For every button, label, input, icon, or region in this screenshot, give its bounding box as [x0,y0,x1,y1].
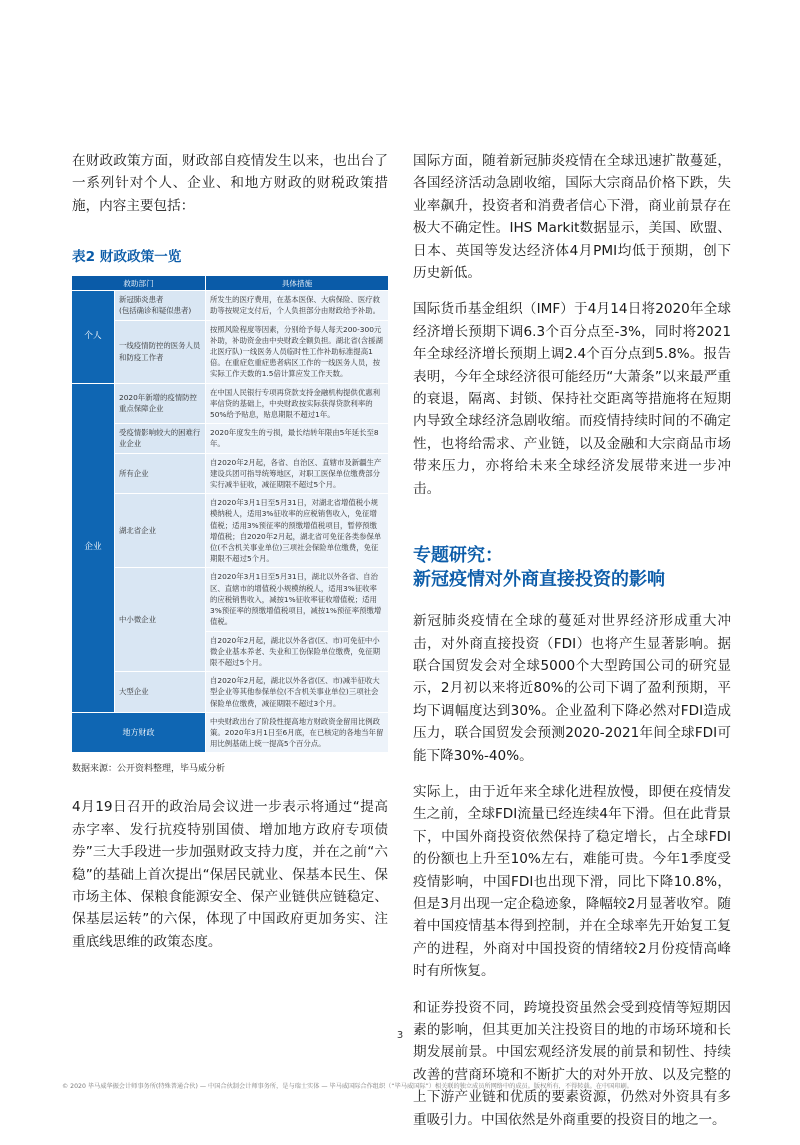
imf-paragraph: 国际货币基金组织（IMF）于4月14日将2020年全球经济增长预期下调6.3个百分点至-3%，同时将2021年全球经济增长预期上调2.4个百分点到5.8%。报告表明，今年全球经济很可能经历“大萧条”以来最严重的衰退，隔离、封锁、保持社交距离等措施将在短期内导致全球经济急剧收缩。而疫情持续时间的不确定性，也将给需求、产业链，以及金融和大宗商品市场带来压力，亦将给未来全球经济发展带来进一步冲击。 [413,301,731,497]
cross-border-paragraph: 和证券投资不同，跨境投资虽然会受到疫情等短期因素的影响，但其更加关注投资目的地的市场环境和长期发展前景。中国宏观经济发展的前景和韧性、持续改善的营商环境和不断扩大的对外开放、以及完整的上下游产业链和优质的要素资源，仍然对外资具有多重吸引力。中国依然是外商重要的投资目的地之一。 [413,999,731,1128]
row-subject: 湖北省企业 [115,494,205,567]
row-subject: 所有企业 [115,454,205,494]
table-row [72,713,388,753]
politburo-paragraph: 4月19日召开的政治局会议进一步表示将通过“提高赤字率、发行抗疫特别国债、增加地方政府专项债券”三大手段进一步加强财政支持力度，并在之前“六稳”的基础上首次提出“保居民就业、保基本民生、保市场主体、保粮食能源安全、保产业链供应链稳定、保基层运转”的六保，体现了中国政府更加务实、注重底线思维的政策态度。 [72,799,388,950]
category-local-finance: 地方财政 [72,713,205,753]
fdi-impact-paragraph: 新冠肺炎疫情在全球的蔓延对世界经济形成重大冲击，对外商直接投资（FDI）也将产生显著影响。据联合国贸发会对全球5000个大型跨国公司的研究显示，2月初以来将近80%的公司下调了盈利预期，平均下调幅度达到30%。企业盈利下降必然对FDI造成压力，联合国贸发会预测2020-2021年间全球FDI可能下降30%-40%。 [413,613,731,764]
row-subject: 大型企业 [115,672,205,712]
header-measures: 具体措施 [206,276,388,290]
international-paragraph: 国际方面，随着新冠肺炎疫情在全球迅速扩散蔓延，各国经济活动急剧收缩，国际大宗商品价格下跌，失业率飙升，投资者和消费者信心下滑，商业前景存在极大不确定性。IHS Markit数据显示，美国、欧盟、日本、英国等发达经济体4月PMI均低于预期，创下历史新低。 [413,153,731,282]
left-column [72,150,388,967]
table-row [72,384,388,424]
table-row [72,494,388,567]
row-measure: 在中国人民银行专项再贷款支持金融机构提供优惠利率信贷的基础上，中央财政按实际获得贷款利率的50%给予贴息，贴息期限不超过1年。 [206,384,388,424]
header-department: 救助部门 [72,276,205,290]
row-measure: 自2020年2月起，湖北以外各省(区、市)可免征中小微企业基本养老、失业和工伤保险单位缴费，免征期限不超过5个月。 [206,632,388,672]
row-subject: 中小微企业 [115,568,205,671]
page-number: 3 [396,1030,404,1041]
copyright-footer: © 2020 毕马威华振会计师事务所(特殊普通合伙) — 中国合伙制会计师事务所，是与瑞士实体 — 毕马威国际合作组织（“毕马威国际”）相关联的独立成员所网络中的成员。版权所有，不得转载。在中国印刷。 [62,1083,633,1090]
right-column [413,150,731,1145]
row-measure: 自2020年2月起，各省、自治区、直辖市及新疆生产建设兵团可指导统筹地区，对职工医保单位缴费部分实行减半征收，减征期限不超过5个月。 [206,454,388,494]
table-row [72,568,388,630]
row-measure: 自2020年3月1日至5月31日，湖北以外各省、自治区、直辖市的增值税小规模纳税人，适用3%征收率的应税销售收入，减按1%征收率征收增值税；适用3%预征率的预缴增值税项目，减按1%预征率预缴增值税。 [206,568,388,630]
topic-heading [413,544,731,592]
row-subject: 受疫情影响较大的困难行业企业 [115,424,205,452]
table-source: 数据来源：公开资料整理，毕马威分析 [72,764,226,775]
row-measure: 所发生的医疗费用，在基本医保、大病保险、医疗救助等按规定支付后，个人负担部分由财政给予补助。 [206,291,388,319]
row-measure: 中央财政出台了阶段性提高地方财政资金留用比例政策。2020年3月1日至6月底，在已核定的各地当年留用比例基础上统一提高5个百分点。 [206,713,388,753]
row-subject: 新冠肺炎患者 (包括确诊和疑似患者) [115,291,205,319]
row-subject: 一线疫情防控的医务人员和防疫工作者 [115,321,205,383]
row-measure: 2020年度发生的亏损，最长结转年限由5年延长至8年。 [206,424,388,452]
fiscal-policy-table [71,275,389,753]
row-measure: 自2020年2月起，湖北以外各省(区、市)减半征收大型企业等其他参保单位(不含机关事业单位)三项社会保险单位缴费，减征期限不超过3个月。 [206,672,388,712]
row-subject: 2020年新增的疫情防控重点保障企业 [115,384,205,424]
table-row [72,321,388,383]
table-row [72,291,388,319]
table-title: 表2 财政政策一览 [72,249,182,266]
topic-heading-line1: 专题研究： [413,545,503,567]
table-row [72,672,388,712]
category-enterprise: 企业 [72,384,114,712]
table-header-row [72,276,388,290]
intro-paragraph: 在财政政策方面，财政部自疫情发生以来，也出台了一系列针对个人、企业、和地方财政的财税政策措施，内容主要包括： [72,153,388,214]
table-row [72,454,388,494]
fdi-trend-paragraph: 实际上，由于近年来全球化进程放慢，即便在疫情发生之前，全球FDI流量已经连续4年下滑。但在此背景下，中国外商投资依然保持了稳定增长，占全球FDI的份额也上升至10%左右，难能可贵。今年1季度受疫情影响，中国FDI也出现下滑，同比下降10.8%，但是3月出现一定企稳迹象，降幅较2月显著收窄。随着中国疫情基本得到控制，并在全球率先开始复工复产的进程，外商对中国投资的情绪较2月份疫情高峰时有所恢复。 [413,783,731,980]
row-measure: 按照风险程度等因素，分别给予每人每天200-300元补助，补助资金由中央财政全额负担。湖北省(含援湖北医疗队)一线医务人员临时性工作补助标准提高1倍。在重症危重症患者病区工作的一线医务人员，按实际工作天数的1.5倍计算应发工作天数。 [206,321,388,383]
table-row [72,424,388,452]
topic-heading-line2: 新冠疫情对外商直接投资的影响 [413,569,665,591]
row-measure: 自2020年3月1日至5月31日，对湖北省增值税小规模纳税人，适用3%征收率的应税销售收入，免征增值税；适用3%预征率的预缴增值税项目，暂停预缴增值税；自2020年2月起，湖北省可免征各类参保单位(不含机关事业单位)三项社会保险单位缴费，免征期限不超过5个月。 [206,494,388,567]
category-individual: 个人 [72,291,114,382]
